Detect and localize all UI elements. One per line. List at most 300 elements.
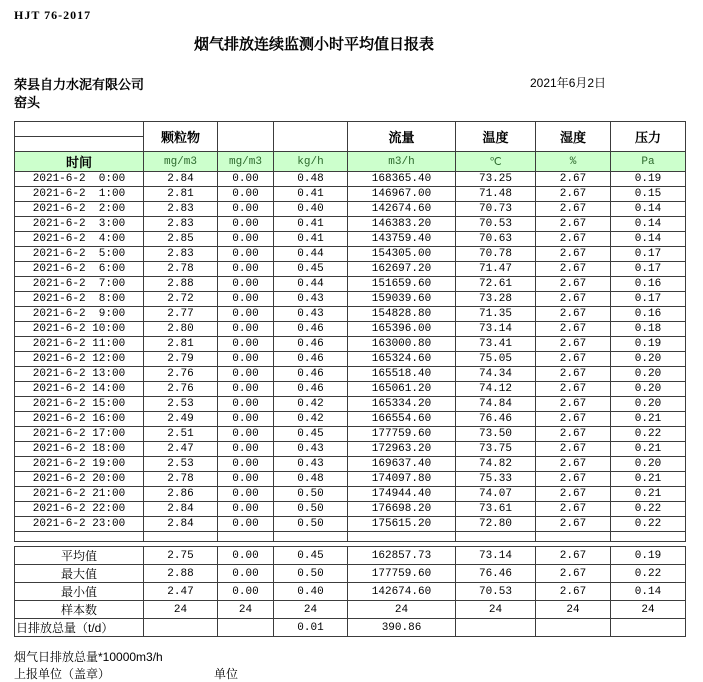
value-cell: 2.84 <box>144 172 218 187</box>
unit-percent: % <box>536 152 611 172</box>
row-label-cell: 2021-6-2 11:00 <box>15 337 144 352</box>
value-cell: 2.84 <box>144 502 218 517</box>
table-row <box>15 382 686 397</box>
value-cell: 0.00 <box>218 502 274 517</box>
summary-rows <box>15 547 686 637</box>
value-cell: 0.20 <box>611 382 686 397</box>
value-cell: 2.53 <box>144 457 218 472</box>
value-cell: 0.50 <box>274 502 348 517</box>
header-flow: 流量 <box>348 122 456 152</box>
table-row <box>15 442 686 457</box>
footer <box>14 648 703 681</box>
value-cell: 2.83 <box>144 247 218 262</box>
value-cell: 0.00 <box>218 232 274 247</box>
value-cell: 0.50 <box>274 517 348 532</box>
row-label-cell: 2021-6-2 13:00 <box>15 367 144 382</box>
unit-celsius: ℃ <box>456 152 536 172</box>
table-row <box>15 337 686 352</box>
value-cell: 2.67 <box>536 412 611 427</box>
value-cell: 177759.60 <box>348 427 456 442</box>
value-cell: 74.84 <box>456 397 536 412</box>
standard-number: HJT 76-2017 <box>14 8 92 22</box>
table-row <box>15 172 686 187</box>
value-cell: 0.19 <box>611 547 686 565</box>
value-cell: 2.67 <box>536 517 611 532</box>
data-rows <box>15 172 686 532</box>
value-cell: 2.67 <box>536 382 611 397</box>
value-cell: 0.00 <box>218 547 274 565</box>
value-cell: 72.61 <box>456 277 536 292</box>
value-cell: 2.67 <box>536 583 611 601</box>
value-cell <box>144 619 218 637</box>
unit-mg-m3: mg/m3 <box>144 152 218 172</box>
value-cell: 0.43 <box>274 307 348 322</box>
value-cell: 2.88 <box>144 565 218 583</box>
value-cell: 0.16 <box>611 307 686 322</box>
value-cell: 0.43 <box>274 442 348 457</box>
value-cell: 2.67 <box>536 277 611 292</box>
value-cell: 175615.20 <box>348 517 456 532</box>
unit-header-row <box>15 152 686 172</box>
value-cell: 2.76 <box>144 382 218 397</box>
group-header-row-top <box>15 122 686 137</box>
value-cell: 0.22 <box>611 565 686 583</box>
value-cell: 0.14 <box>611 232 686 247</box>
value-cell: 2.49 <box>144 412 218 427</box>
value-cell: 165396.00 <box>348 322 456 337</box>
value-cell: 143759.40 <box>348 232 456 247</box>
header-empty-cell <box>218 122 274 152</box>
value-cell: 0.00 <box>218 277 274 292</box>
header-humidity: 湿度 <box>536 122 611 152</box>
value-cell: 0.43 <box>274 457 348 472</box>
value-cell: 74.82 <box>456 457 536 472</box>
value-cell: 0.20 <box>611 457 686 472</box>
value-cell: 2.67 <box>536 202 611 217</box>
row-label-cell: 2021-6-2 8:00 <box>15 292 144 307</box>
row-label-cell: 2021-6-2 4:00 <box>15 232 144 247</box>
table-row <box>15 187 686 202</box>
value-cell: 166554.60 <box>348 412 456 427</box>
value-cell: 0.40 <box>274 583 348 601</box>
value-cell: 70.73 <box>456 202 536 217</box>
value-cell: 75.05 <box>456 352 536 367</box>
table-row <box>15 412 686 427</box>
header-temperature: 温度 <box>456 122 536 152</box>
value-cell: 75.33 <box>456 472 536 487</box>
table-row <box>15 583 686 601</box>
value-cell: 2.80 <box>144 322 218 337</box>
value-cell <box>536 619 611 637</box>
value-cell: 74.07 <box>456 487 536 502</box>
value-cell: 0.48 <box>274 172 348 187</box>
row-label-cell: 2021-6-2 7:00 <box>15 277 144 292</box>
value-cell: 0.00 <box>218 337 274 352</box>
unit-label: 单位 <box>214 667 239 681</box>
table-row <box>15 565 686 583</box>
value-cell: 2.75 <box>144 547 218 565</box>
value-cell: 2.77 <box>144 307 218 322</box>
value-cell: 154305.00 <box>348 247 456 262</box>
value-cell: 0.00 <box>218 352 274 367</box>
spacer-cell <box>456 532 536 542</box>
value-cell: 0.50 <box>274 565 348 583</box>
value-cell: 146967.00 <box>348 187 456 202</box>
value-cell: 0.17 <box>611 292 686 307</box>
value-cell: 0.46 <box>274 367 348 382</box>
value-cell: 0.14 <box>611 583 686 601</box>
table-row <box>15 517 686 532</box>
row-label-cell: 2021-6-2 14:00 <box>15 382 144 397</box>
flow-total-note: 烟气日排放总量*10000m3/h <box>14 650 163 664</box>
value-cell: 142674.60 <box>348 202 456 217</box>
value-cell: 2.67 <box>536 292 611 307</box>
value-cell: 162857.73 <box>348 547 456 565</box>
value-cell: 2.47 <box>144 583 218 601</box>
value-cell: 165061.20 <box>348 382 456 397</box>
value-cell: 168365.40 <box>348 172 456 187</box>
table-row <box>15 262 686 277</box>
value-cell: 146383.20 <box>348 217 456 232</box>
value-cell: 0.46 <box>274 322 348 337</box>
value-cell: 73.25 <box>456 172 536 187</box>
value-cell: 159039.60 <box>348 292 456 307</box>
header-pressure: 压力 <box>611 122 686 152</box>
value-cell: 73.14 <box>456 547 536 565</box>
table-row <box>15 502 686 517</box>
header-particulate: 颗粒物 <box>144 122 218 152</box>
value-cell: 0.18 <box>611 322 686 337</box>
value-cell: 0.00 <box>218 397 274 412</box>
value-cell: 0.22 <box>611 502 686 517</box>
table-row <box>15 247 686 262</box>
table-row <box>15 601 686 619</box>
value-cell: 73.41 <box>456 337 536 352</box>
table-row <box>15 322 686 337</box>
value-cell: 73.28 <box>456 292 536 307</box>
value-cell: 169637.40 <box>348 457 456 472</box>
table-row <box>15 457 686 472</box>
table-row <box>15 217 686 232</box>
value-cell: 0.00 <box>218 322 274 337</box>
value-cell: 2.78 <box>144 472 218 487</box>
value-cell: 0.41 <box>274 187 348 202</box>
row-label-cell: 2021-6-2 6:00 <box>15 262 144 277</box>
row-label-cell: 2021-6-2 3:00 <box>15 217 144 232</box>
value-cell: 0.17 <box>611 247 686 262</box>
value-cell: 2.86 <box>144 487 218 502</box>
value-cell: 165518.40 <box>348 367 456 382</box>
value-cell: 0.17 <box>611 262 686 277</box>
value-cell: 0.00 <box>218 247 274 262</box>
value-cell: 2.67 <box>536 547 611 565</box>
value-cell: 2.67 <box>536 502 611 517</box>
value-cell: 0.00 <box>218 442 274 457</box>
value-cell: 73.75 <box>456 442 536 457</box>
value-cell: 24 <box>611 601 686 619</box>
value-cell: 24 <box>348 601 456 619</box>
value-cell: 0.00 <box>218 307 274 322</box>
value-cell: 0.20 <box>611 397 686 412</box>
value-cell: 2.67 <box>536 427 611 442</box>
unit-pa: Pa <box>611 152 686 172</box>
value-cell: 2.67 <box>536 232 611 247</box>
value-cell: 2.79 <box>144 352 218 367</box>
value-cell: 0.21 <box>611 487 686 502</box>
value-cell: 0.46 <box>274 352 348 367</box>
value-cell: 0.44 <box>274 277 348 292</box>
row-label-cell: 最小值 <box>15 583 144 601</box>
value-cell: 24 <box>144 601 218 619</box>
value-cell: 2.67 <box>536 337 611 352</box>
value-cell: 2.83 <box>144 202 218 217</box>
value-cell: 24 <box>456 601 536 619</box>
report-date: 2021年6月2日 <box>530 76 607 90</box>
table-row <box>15 202 686 217</box>
value-cell: 2.72 <box>144 292 218 307</box>
value-cell: 71.35 <box>456 307 536 322</box>
value-cell <box>611 619 686 637</box>
value-cell <box>218 619 274 637</box>
value-cell: 0.48 <box>274 472 348 487</box>
page-title: 烟气排放连续监测小时平均值日报表 <box>193 36 434 53</box>
value-cell: 142674.60 <box>348 583 456 601</box>
value-cell: 2.67 <box>536 307 611 322</box>
spacer-cell <box>348 532 456 542</box>
value-cell: 0.21 <box>611 442 686 457</box>
value-cell: 71.47 <box>456 262 536 277</box>
value-cell: 0.45 <box>274 262 348 277</box>
spacer-cell <box>611 532 686 542</box>
value-cell: 74.12 <box>456 382 536 397</box>
value-cell: 174944.40 <box>348 487 456 502</box>
value-cell: 76.46 <box>456 565 536 583</box>
value-cell: 0.00 <box>218 472 274 487</box>
value-cell: 2.67 <box>536 457 611 472</box>
value-cell: 0.19 <box>611 337 686 352</box>
value-cell: 163000.80 <box>348 337 456 352</box>
value-cell: 2.81 <box>144 187 218 202</box>
value-cell: 2.67 <box>536 442 611 457</box>
value-cell: 24 <box>218 601 274 619</box>
value-cell: 74.34 <box>456 367 536 382</box>
value-cell: 172963.20 <box>348 442 456 457</box>
value-cell: 0.22 <box>611 427 686 442</box>
value-cell: 0.16 <box>611 277 686 292</box>
unit-kg-h: kg/h <box>274 152 348 172</box>
value-cell: 151659.60 <box>348 277 456 292</box>
value-cell: 0.20 <box>611 367 686 382</box>
value-cell: 2.67 <box>536 487 611 502</box>
value-cell: 0.00 <box>218 217 274 232</box>
value-cell: 71.48 <box>456 187 536 202</box>
value-cell: 24 <box>536 601 611 619</box>
value-cell: 2.67 <box>536 262 611 277</box>
row-label-cell: 2021-6-2 2:00 <box>15 202 144 217</box>
table-row <box>15 292 686 307</box>
value-cell: 0.00 <box>218 382 274 397</box>
value-cell: 2.88 <box>144 277 218 292</box>
value-cell: 2.67 <box>536 247 611 262</box>
value-cell: 73.50 <box>456 427 536 442</box>
row-label-cell: 2021-6-2 16:00 <box>15 412 144 427</box>
value-cell: 2.67 <box>536 187 611 202</box>
unit-mg-m3: mg/m3 <box>218 152 274 172</box>
row-label-cell: 2021-6-2 1:00 <box>15 187 144 202</box>
value-cell: 24 <box>274 601 348 619</box>
value-cell: 0.14 <box>611 202 686 217</box>
company-name: 荣县自力水泥有限公司 <box>14 77 145 92</box>
row-label-cell: 2021-6-2 10:00 <box>15 322 144 337</box>
value-cell: 2.67 <box>536 352 611 367</box>
table-row <box>15 547 686 565</box>
value-cell: 2.67 <box>536 565 611 583</box>
value-cell: 2.78 <box>144 262 218 277</box>
value-cell: 0.45 <box>274 547 348 565</box>
value-cell: 76.46 <box>456 412 536 427</box>
monitoring-point: 窑头 <box>14 95 41 110</box>
row-label-cell: 2021-6-2 15:00 <box>15 397 144 412</box>
value-cell: 0.43 <box>274 292 348 307</box>
spacer-row <box>15 532 686 542</box>
value-cell: 0.00 <box>218 583 274 601</box>
table-row <box>15 619 686 637</box>
value-cell: 2.76 <box>144 367 218 382</box>
table-row <box>15 307 686 322</box>
value-cell: 0.19 <box>611 172 686 187</box>
row-label-cell: 2021-6-2 5:00 <box>15 247 144 262</box>
value-cell: 0.21 <box>611 412 686 427</box>
value-cell: 73.61 <box>456 502 536 517</box>
row-label-cell: 2021-6-2 18:00 <box>15 442 144 457</box>
row-label-cell: 2021-6-2 12:00 <box>15 352 144 367</box>
spacer-cell <box>274 532 348 542</box>
row-label-cell: 平均值 <box>15 547 144 565</box>
header-empty-cell <box>15 122 144 137</box>
spacer-cell <box>144 532 218 542</box>
table-row <box>15 487 686 502</box>
value-cell <box>456 619 536 637</box>
value-cell: 0.45 <box>274 427 348 442</box>
spacer-cell <box>15 532 144 542</box>
value-cell: 2.84 <box>144 517 218 532</box>
value-cell: 0.20 <box>611 352 686 367</box>
value-cell: 0.40 <box>274 202 348 217</box>
header-empty-cell <box>274 122 348 152</box>
value-cell: 2.67 <box>536 322 611 337</box>
row-label-cell: 2021-6-2 22:00 <box>15 502 144 517</box>
value-cell: 2.47 <box>144 442 218 457</box>
value-cell: 0.15 <box>611 187 686 202</box>
report-table <box>14 121 686 542</box>
row-label-cell: 2021-6-2 9:00 <box>15 307 144 322</box>
value-cell: 72.80 <box>456 517 536 532</box>
value-cell: 0.44 <box>274 247 348 262</box>
value-cell: 70.53 <box>456 217 536 232</box>
title-container <box>14 33 614 54</box>
row-label-cell: 2021-6-2 19:00 <box>15 457 144 472</box>
row-label-cell: 2021-6-2 0:00 <box>15 172 144 187</box>
table-row <box>15 472 686 487</box>
value-cell: 165324.60 <box>348 352 456 367</box>
value-cell: 162697.20 <box>348 262 456 277</box>
value-cell: 0.00 <box>218 367 274 382</box>
value-cell: 0.00 <box>218 187 274 202</box>
value-cell: 2.53 <box>144 397 218 412</box>
value-cell: 176698.20 <box>348 502 456 517</box>
value-cell: 0.00 <box>218 457 274 472</box>
row-label-cell: 2021-6-2 21:00 <box>15 487 144 502</box>
spacer-cell <box>536 532 611 542</box>
value-cell: 174097.80 <box>348 472 456 487</box>
value-cell: 2.51 <box>144 427 218 442</box>
value-cell: 0.42 <box>274 412 348 427</box>
header-empty-cell <box>15 137 144 152</box>
value-cell: 2.67 <box>536 397 611 412</box>
value-cell: 0.21 <box>611 472 686 487</box>
value-cell: 70.53 <box>456 583 536 601</box>
value-cell: 0.00 <box>218 262 274 277</box>
spacer-cell <box>218 532 274 542</box>
summary-table <box>14 546 686 637</box>
value-cell: 0.46 <box>274 337 348 352</box>
row-label-cell: 样本数 <box>15 601 144 619</box>
value-cell: 70.78 <box>456 247 536 262</box>
value-cell: 0.46 <box>274 382 348 397</box>
value-cell: 2.81 <box>144 337 218 352</box>
value-cell: 0.00 <box>218 412 274 427</box>
value-cell: 0.41 <box>274 232 348 247</box>
value-cell: 2.67 <box>536 217 611 232</box>
value-cell: 0.00 <box>218 565 274 583</box>
table-row <box>15 427 686 442</box>
table-row <box>15 277 686 292</box>
header-time: 时间 <box>15 152 144 172</box>
value-cell: 2.67 <box>536 472 611 487</box>
value-cell: 0.00 <box>218 172 274 187</box>
value-cell: 0.22 <box>611 517 686 532</box>
value-cell: 70.63 <box>456 232 536 247</box>
value-cell: 2.67 <box>536 367 611 382</box>
value-cell: 0.00 <box>218 202 274 217</box>
value-cell: 0.50 <box>274 487 348 502</box>
table-row <box>15 232 686 247</box>
value-cell: 0.00 <box>218 292 274 307</box>
row-label-cell: 最大值 <box>15 565 144 583</box>
unit-m3-h: m3/h <box>348 152 456 172</box>
table-row <box>15 352 686 367</box>
value-cell: 390.86 <box>348 619 456 637</box>
row-label-cell: 2021-6-2 20:00 <box>15 472 144 487</box>
value-cell: 0.00 <box>218 517 274 532</box>
value-cell: 73.14 <box>456 322 536 337</box>
value-cell: 0.00 <box>218 487 274 502</box>
table-row <box>15 397 686 412</box>
row-label-cell: 2021-6-2 23:00 <box>15 517 144 532</box>
value-cell: 2.67 <box>536 172 611 187</box>
value-cell: 0.42 <box>274 397 348 412</box>
report-unit-label: 上报单位（盖章） <box>14 667 111 681</box>
row-label-cell: 日排放总量（t/d） <box>15 619 144 637</box>
value-cell: 2.83 <box>144 217 218 232</box>
company-line <box>14 74 703 90</box>
value-cell: 0.00 <box>218 427 274 442</box>
row-label-cell: 2021-6-2 17:00 <box>15 427 144 442</box>
value-cell: 165334.20 <box>348 397 456 412</box>
table-row <box>15 367 686 382</box>
value-cell: 2.85 <box>144 232 218 247</box>
footer-line2 <box>14 665 703 681</box>
